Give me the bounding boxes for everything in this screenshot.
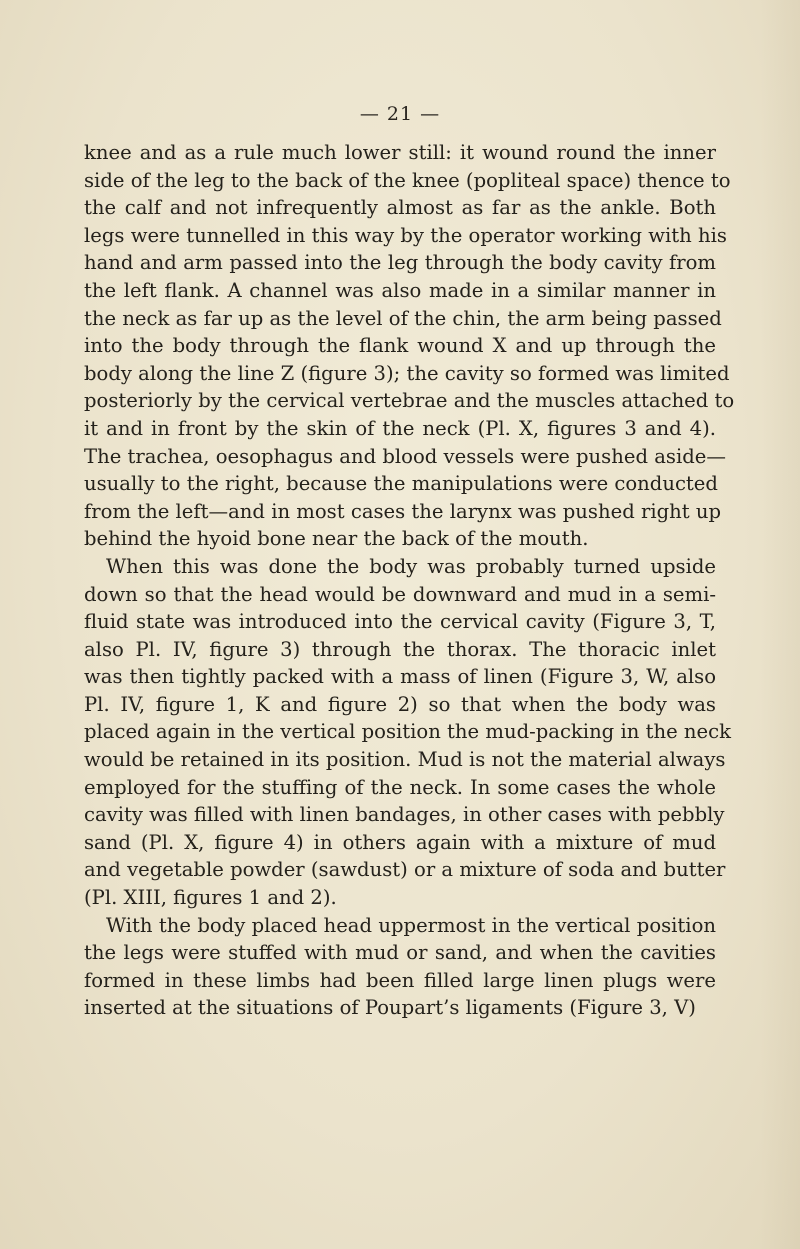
text-line: legs were tunnelled in this way by the operator working with his bbox=[84, 223, 727, 247]
text-line: the legs were stuffed with mud or sand, and when the cavities bbox=[84, 941, 716, 965]
text-line: from the left—and in most cases the larynx was pushed right up bbox=[84, 499, 722, 523]
text-line: and vegetable powder (sawdust) or a mixture of soda and butter bbox=[84, 858, 726, 882]
text-line: (Pl. XIII, figures 1 and 2). bbox=[84, 886, 337, 910]
text-line: employed for the stuffing of the neck. In some cases the whole bbox=[84, 775, 716, 799]
text-line: it and in front by the skin of the neck (Pl. X, figures 3 and 4). bbox=[84, 416, 716, 440]
text-line: sand (Pl. X, figure 4) in others again with a mixture of mud bbox=[84, 830, 716, 854]
text-line: body along the line Z (figure 3); the cavity so formed was limited bbox=[84, 361, 730, 385]
page-edge-shadow bbox=[760, 0, 800, 1249]
text-line: into the body through the flank wound X and up through the bbox=[84, 334, 716, 358]
text-line: fluid state was introduced into the cervical cavity (Figure 3, T, bbox=[84, 610, 716, 634]
text-line: When this was done the body was probably turned upside bbox=[106, 554, 716, 578]
text-line: hand and arm passed into the leg through the body cavity from bbox=[84, 251, 716, 275]
text-line: placed again in the vertical position the mud-packing in the neck bbox=[84, 720, 731, 744]
text-line: inserted at the situations of Poupart’s ligaments (Figure 3, V) bbox=[84, 996, 696, 1020]
text-line: also Pl. IV, figure 3) through the thorax. The thoracic inlet bbox=[84, 637, 716, 661]
page-number: — 21 — bbox=[359, 103, 441, 125]
text-line: the calf and not infrequently almost as far as the ankle. Both bbox=[84, 196, 716, 220]
text-line: knee and as a rule much lower still: it wound round the inner bbox=[84, 141, 716, 164]
text-line: cavity was filled with linen bandages, in other cases with pebbly bbox=[84, 803, 725, 827]
text-line: the left flank. A channel was also made in a similar manner in bbox=[84, 278, 716, 302]
text-line: Pl. IV, figure 1, K and figure 2) so that when the body was bbox=[84, 692, 716, 716]
text-line: the neck as far up as the level of the chin, the arm being passed bbox=[84, 306, 722, 330]
text-line: was then tightly packed with a mass of linen (Figure 3, W, also bbox=[84, 665, 716, 689]
text-line: formed in these limbs had been filled large linen plugs were bbox=[84, 968, 716, 992]
text-line: down so that the head would be downward and mud in a semi- bbox=[84, 582, 716, 606]
text-line: With the body placed head uppermost in the vertical position bbox=[106, 913, 716, 937]
text-line: behind the hyoid bone near the back of the mouth. bbox=[84, 527, 589, 551]
text-line: posteriorly by the cervical vertebrae and the muscles attached to bbox=[84, 389, 735, 413]
body-text bbox=[84, 139, 735, 1022]
text-line: would be retained in its position. Mud is not the material always bbox=[84, 748, 726, 772]
text-line: side of the leg to the back of the knee (popliteal space) thence to bbox=[84, 168, 731, 192]
text-line: The trachea, oesophagus and blood vessels were pushed aside— bbox=[84, 444, 726, 468]
text-line: usually to the right, because the manipulations were conducted bbox=[84, 472, 718, 496]
